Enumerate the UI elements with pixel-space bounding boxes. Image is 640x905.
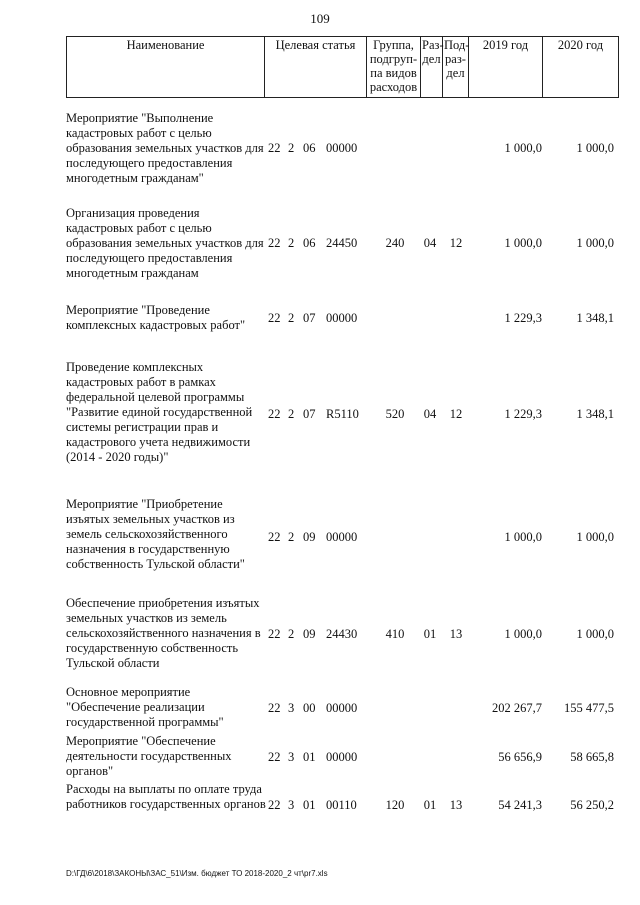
target-code-4: R5110 (326, 407, 359, 421)
group-code: 410 (385, 627, 405, 641)
header-2020: 2020 год (543, 37, 619, 98)
target-code-2: 3 (288, 750, 295, 764)
target-code-3: 01 (303, 750, 316, 764)
value-2020: 1 000,0 (576, 530, 614, 544)
target-code-2: 2 (288, 311, 295, 325)
group-code: 240 (385, 236, 405, 250)
target-code-3: 09 (303, 627, 316, 641)
group-code: 120 (385, 798, 405, 812)
target-code-2: 3 (288, 701, 295, 715)
subsection-code: 12 (449, 236, 463, 250)
row-name: Обеспечение приобретения изъятых земельных участков из земель сельскохозяйственного назначения в государственную собственность Тульской области (66, 596, 261, 670)
header-name: Наименование (67, 37, 265, 98)
target-code-1: 22 (268, 236, 281, 250)
value-2019: 1 229,3 (504, 311, 542, 325)
value-2019: 202 267,7 (492, 701, 542, 715)
value-2019: 1 229,3 (504, 407, 542, 421)
target-code-2: 2 (288, 407, 295, 421)
row-name: Мероприятие "Приобретение изъятых земельных участков из земель сельскохозяйственного назначения в государственную собственность Тульской области" (66, 497, 245, 571)
target-code-3: 00 (303, 701, 316, 715)
page-number: 109 (310, 11, 330, 26)
header-section: Раз-дел (421, 37, 443, 98)
target-code-3: 06 (303, 236, 316, 250)
target-code-1: 22 (268, 141, 281, 155)
value-2020: 1 348,1 (576, 311, 614, 325)
target-code-3: 01 (303, 798, 316, 812)
subsection-code: 12 (449, 407, 463, 421)
header-2019: 2019 год (469, 37, 543, 98)
target-code-1: 22 (268, 701, 281, 715)
value-2020: 58 665,8 (570, 750, 614, 764)
header-group: Группа, подгруп-па видов расходов (367, 37, 421, 98)
row-name: Мероприятие "Выполнение кадастровых работ с целью образования земельных участков для последующего предоставления многодетным гражданам" (66, 111, 264, 185)
row-name: Проведение комплексных кадастровых работ в рамках федеральной целевой программы "Развитие единой государственной системы регистрации прав и кадастрового учета недвижимости (2014 - 2020 годы)" (66, 360, 253, 464)
target-code-1: 22 (268, 798, 281, 812)
header-target-article: Целевая статья (265, 37, 367, 98)
value-2019: 1 000,0 (504, 141, 542, 155)
row-name: Расходы на выплаты по оплате труда работников государственных органов (66, 782, 266, 811)
value-2020: 1 000,0 (576, 236, 614, 250)
value-2019: 56 656,9 (498, 750, 542, 764)
row-name: Мероприятие "Обеспечение деятельности государственных органов" (66, 734, 232, 778)
header-subsection: Под-раз-дел (443, 37, 469, 98)
row-name: Основное мероприятие "Обеспечение реализации государственной программы" (66, 685, 224, 729)
subsection-code: 13 (449, 798, 463, 812)
target-code-4: 00000 (326, 750, 358, 764)
target-code-1: 22 (268, 530, 281, 544)
section-code: 01 (423, 798, 437, 812)
target-code-4: 00110 (326, 798, 357, 812)
table-header (66, 36, 619, 98)
target-code-2: 2 (288, 627, 295, 641)
target-code-3: 07 (303, 311, 316, 325)
file-path-footer: D:\ГД\6\2018\ЗАКОНЫ\ЗАС_51\Изм. бюджет ТО 2018-2020_2 чт\pr7.xls (66, 869, 328, 878)
section-code: 04 (423, 407, 437, 421)
group-code: 520 (385, 407, 405, 421)
target-code-4: 00000 (326, 701, 358, 715)
target-code-3: 06 (303, 141, 316, 155)
target-code-4: 00000 (326, 530, 358, 544)
target-code-2: 2 (288, 530, 295, 544)
row-name: Организация проведения кадастровых работ с целью образования земельных участков для последующего предоставления многодетным гражданам (66, 206, 264, 280)
target-code-2: 2 (288, 236, 295, 250)
value-2020: 1 000,0 (576, 627, 614, 641)
target-code-1: 22 (268, 750, 281, 764)
value-2020: 1 348,1 (576, 407, 614, 421)
target-code-4: 00000 (326, 311, 358, 325)
target-code-1: 22 (268, 311, 281, 325)
target-code-4: 00000 (326, 141, 358, 155)
value-2020: 1 000,0 (576, 141, 614, 155)
value-2019: 1 000,0 (504, 236, 542, 250)
target-code-4: 24430 (326, 627, 358, 641)
target-code-1: 22 (268, 627, 281, 641)
section-code: 01 (423, 627, 437, 641)
target-code-3: 07 (303, 407, 316, 421)
target-code-4: 24450 (326, 236, 358, 250)
value-2019: 1 000,0 (504, 530, 542, 544)
target-code-2: 2 (288, 141, 295, 155)
subsection-code: 13 (449, 627, 463, 641)
target-code-2: 3 (288, 798, 295, 812)
value-2020: 155 477,5 (564, 701, 614, 715)
section-code: 04 (423, 236, 437, 250)
value-2019: 54 241,3 (498, 798, 542, 812)
value-2019: 1 000,0 (504, 627, 542, 641)
row-name: Мероприятие "Проведение комплексных кадастровых работ" (66, 303, 246, 332)
target-code-1: 22 (268, 407, 281, 421)
target-code-3: 09 (303, 530, 316, 544)
value-2020: 56 250,2 (570, 798, 614, 812)
